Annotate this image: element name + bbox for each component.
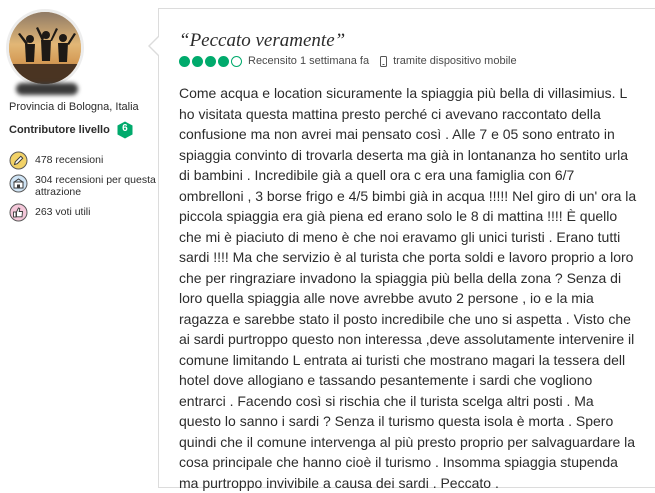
pencil-review-icon [9, 151, 28, 170]
contributor-level-label: Contributore livello [9, 124, 110, 136]
rating-bubble-filled [192, 56, 203, 67]
helpful-votes-text: 263 voti utili [35, 206, 91, 218]
review-device: tramite dispositivo mobile [393, 55, 517, 67]
rating-bubble-filled [205, 56, 216, 67]
thumbs-up-icon [9, 203, 28, 222]
reviewer-profile [0, 0, 158, 482]
review-card [158, 8, 655, 491]
attraction-review-icon [9, 174, 28, 193]
reviewer-location: Provincia di Bologna, Italia [9, 101, 139, 113]
level-badge [117, 121, 133, 139]
rating-bubble-empty [231, 56, 242, 67]
attraction-review-count-text: 304 recensioni per questa attrazione [35, 174, 156, 198]
review-count [9, 151, 103, 170]
card-pointer-fill [150, 37, 159, 55]
review-count-text: 478 recensioni [35, 154, 104, 166]
helpful-votes [9, 203, 90, 222]
avatar[interactable] [9, 12, 81, 84]
contributor-level [9, 121, 133, 139]
rating-bubbles [179, 56, 244, 67]
review-title[interactable]: “Peccato veramente” [179, 30, 346, 51]
level-number: 6 [122, 123, 128, 134]
review-date: Recensito 1 settimana fa [248, 55, 370, 67]
attraction-review-count [9, 174, 158, 198]
rating-bubble-filled [179, 56, 190, 67]
review-meta [179, 55, 517, 67]
username-redacted[interactable] [16, 83, 78, 95]
mobile-device-icon [380, 56, 387, 67]
review-body: Come acqua e location sicuramente la spiaggia più bella di villasimius. L ho visitata questa mattina presto perché ci avevano raccontato della confusione ma non avrei mai pensato così . Alle 7 e 05 sono entrato in spiaggia convinto di trovarla deserta ma già in lontananza ho sentito urla di bambini . Incredibile già a quell ora c era una famiglia con 6/7 ombrelloni , 3 borse frigo e 4/5 bimbi già in acqua !!!!! Nel giro di un' ora la piccola spiaggia era già piena ed erano solo le 8 di mattina !!!! È quello che mi è piaciuto di meno è che noi eravamo gli unici turisti . Erano tutti sardi !!!! Ma che servizio è al turista che porta soldi e lavoro proprio a loro che per ringraziare invadono la spiaggia più bella della zona ? Senza di loro quella spiaggia alle nove avrebbe avuto 2 persone , io e la mia ragazza e sarebbe stato il posto incredibile che uno si aspetta . Visto che ai sardi purtroppo questo non interessa ,deve assolutamente intervenire il comune limitando L entrata ai turisti che mostrano magari la tessera dell hotel dove allogiano e tassando pesantemente i sardi che vogliono entrarci . Facendo così si rischia che il turista scelga altri posti . Ma questo lo sanno i sardi ? Senza il turismo questa isola è morta . Spero quindi che il comune intervenga al più presto proprio per salvaguardare la cosa principale che hanno cioè il turismo . Insomma spiaggia stupenda ma purtroppo invivibile a causa dei sardi . Peccato . [179, 85, 637, 491]
avatar-photo [9, 12, 81, 84]
rating-bubble-filled [218, 56, 229, 67]
